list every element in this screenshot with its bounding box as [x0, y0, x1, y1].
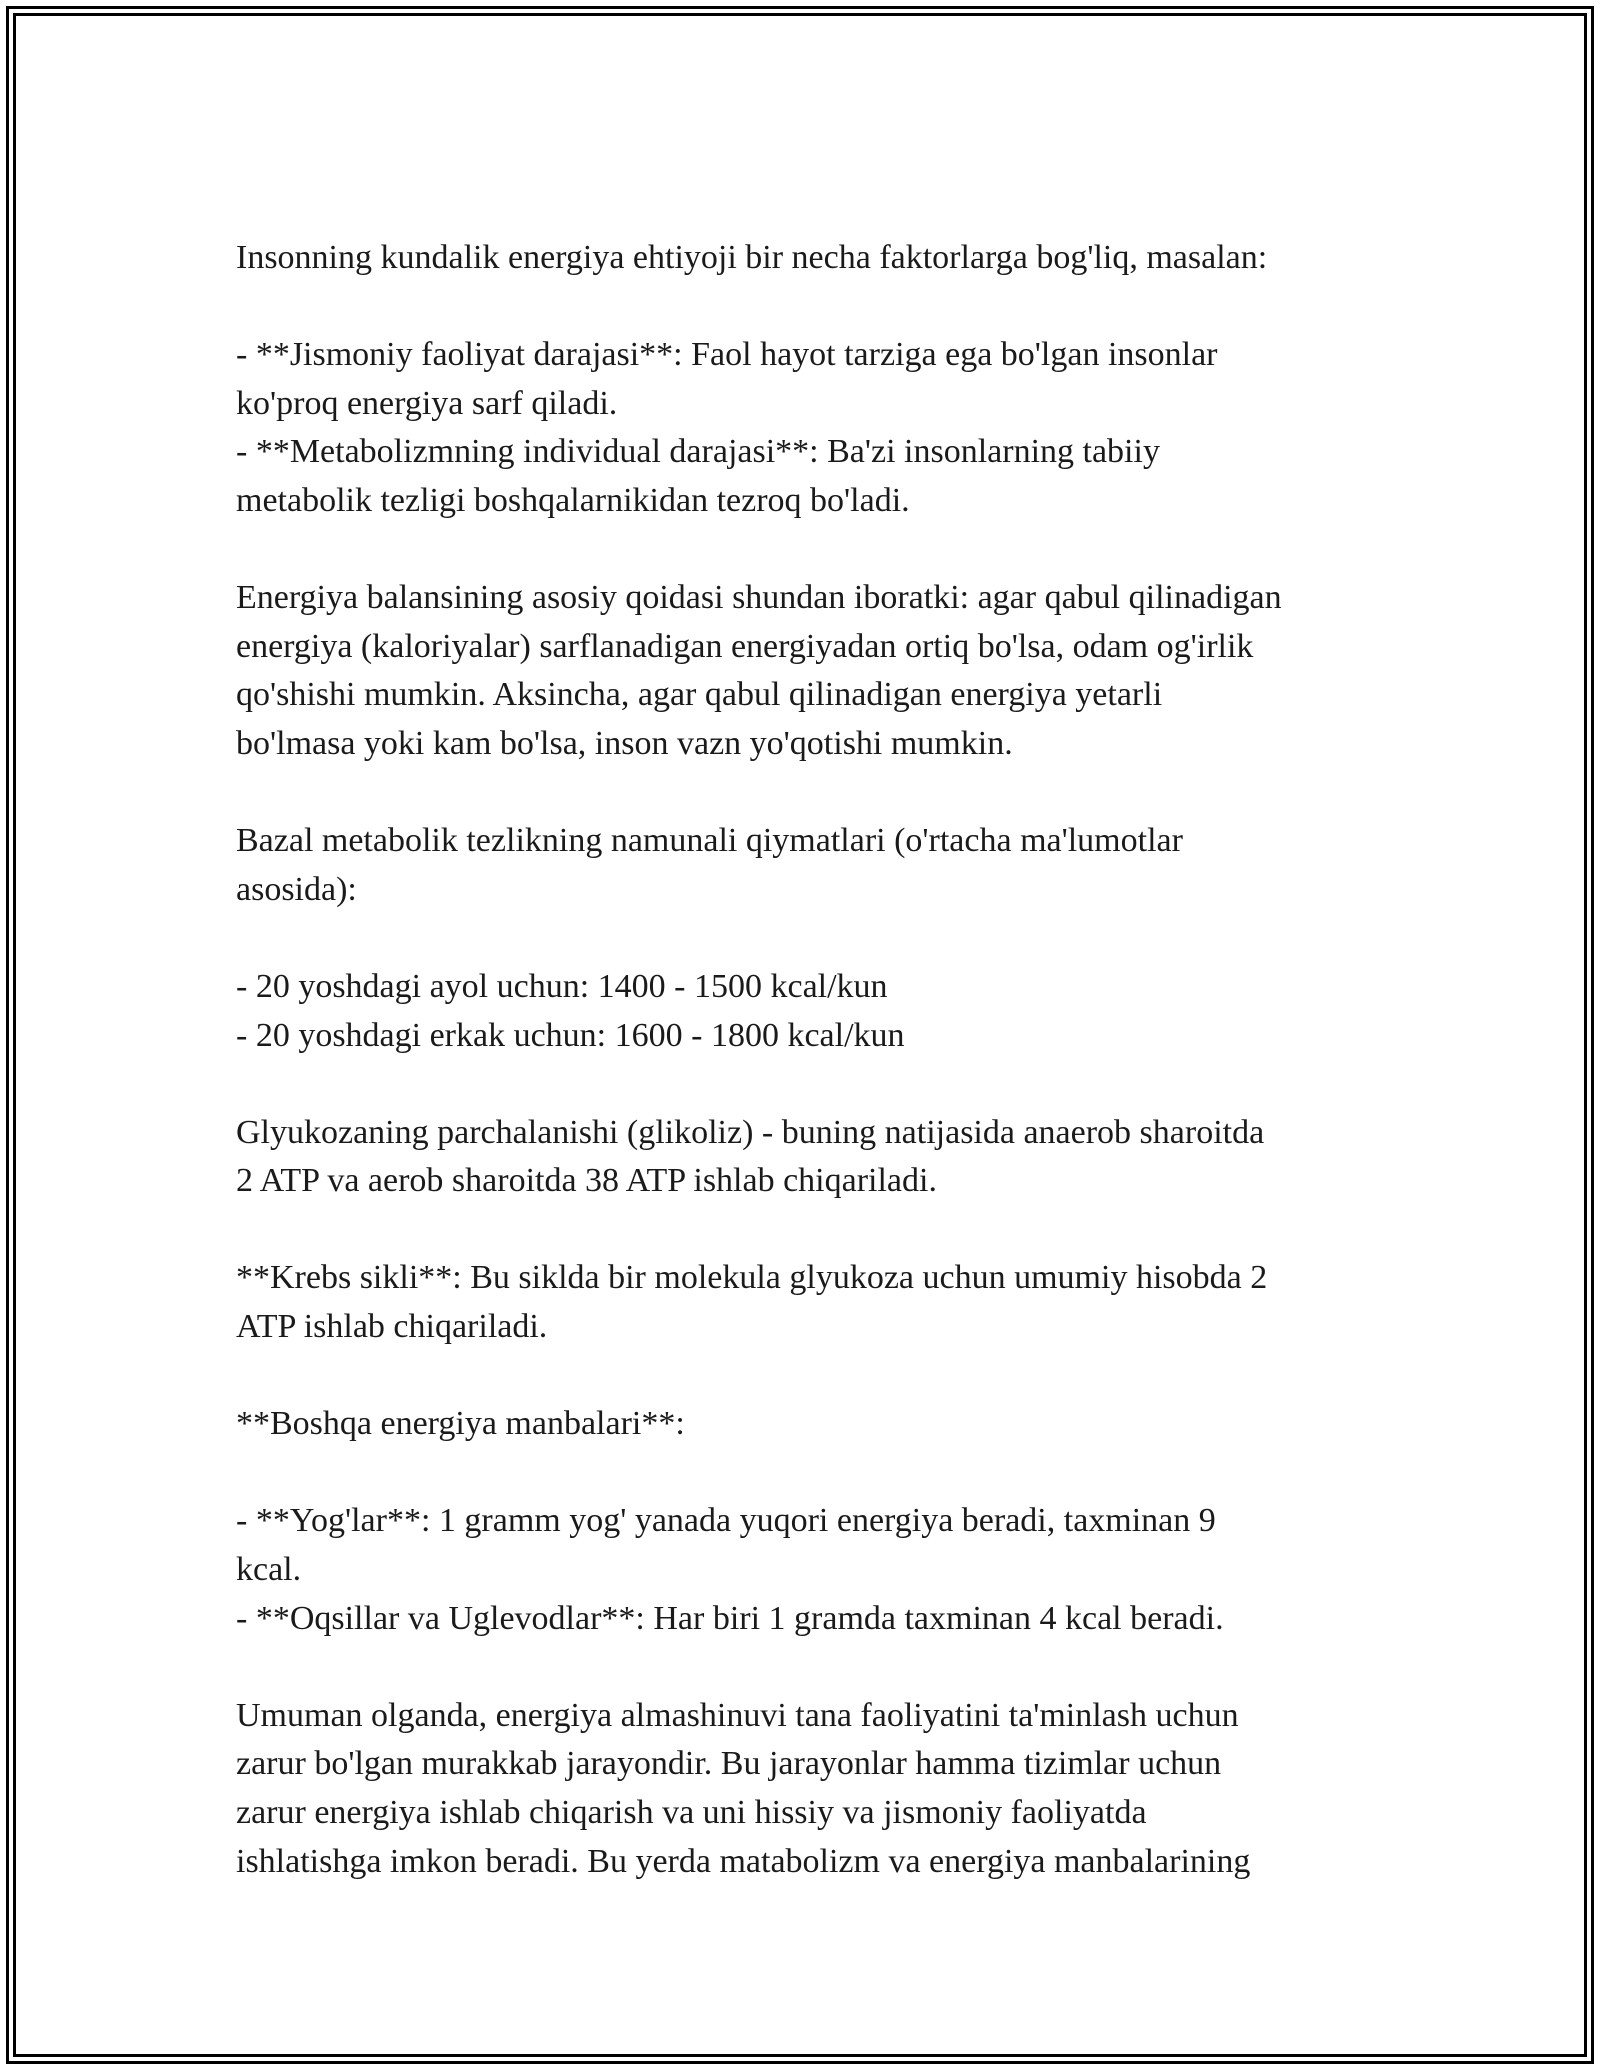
text-line: kcal. — [236, 1551, 302, 1589]
text-line: qo'shishi mumkin. Aksincha, agar qabul qilinadigan energiya yetarli — [236, 676, 1163, 714]
text-line: ishlatishga imkon beradi. Bu yerda matabolizm va energiya manbalarining — [236, 1842, 1251, 1880]
text-line: Energiya balansining asosiy qoidasi shundan iboratki: agar qabul qilinadigan — [236, 579, 1282, 617]
text-line: ATP ishlab chiqariladi. — [236, 1308, 548, 1346]
text-line: ko'proq energiya sarf qiladi. — [236, 384, 618, 422]
document-body — [236, 234, 1386, 1886]
text-line: zarur energiya ishlab chiqarish va uni hissiy va jismoniy faoliyatda — [236, 1794, 1147, 1831]
text-line: zarur bo'lgan murakkab jarayondir. Bu jarayonlar hamma tizimlar uchun — [236, 1745, 1222, 1783]
blank-line — [236, 1060, 1386, 1109]
text-line: - 20 yoshdagi ayol uchun: 1400 - 1500 kcal/kun — [236, 967, 888, 1005]
text-line: Insonning kundalik energiya ehtiyoji bir necha faktorlarga bog'liq, masalan: — [236, 239, 1268, 276]
blank-line — [236, 526, 1386, 575]
blank-line — [236, 1352, 1386, 1401]
text-line: energiya (kaloriyalar) sarflanadigan energiyadan ortiq bo'lsa, odam og'irlik — [236, 627, 1254, 665]
text-line: Glyukozaning parchalanishi (glikoliz) - buning natijasida anaerob sharoitda — [236, 1113, 1265, 1151]
text-line: - **Jismoniy faoliyat darajasi**: Faol hayot tarziga ega bo'lgan insonlar — [236, 336, 1218, 374]
blank-line — [236, 283, 1386, 332]
text-line: 2 ATP va aerob sharoitda 38 ATP ishlab chiqariladi. — [236, 1162, 937, 1200]
text-line: bo'lmasa yoki kam bo'lsa, inson vazn yo'qotishi mumkin. — [236, 724, 1013, 762]
text-line: - **Oqsillar va Uglevodlar**: Har biri 1 gramda taxminan 4 kcal beradi. — [236, 1599, 1224, 1637]
text-line: - **Metabolizmning individual darajasi**: Ba'zi insonlarning tabiiy — [236, 433, 1160, 471]
text-line: Bazal metabolik tezlikning namunali qiymatlari (o'rtacha ma'lumotlar — [236, 822, 1183, 860]
text-line: **Boshqa energiya manbalari**: — [236, 1405, 685, 1443]
text-line: - 20 yoshdagi erkak uchun: 1600 - 1800 kcal/kun — [236, 1016, 905, 1054]
text-line: Umuman olganda, energiya almashinuvi tana faoliyatini ta'minlash uchun — [236, 1696, 1239, 1734]
text-line: - **Yog'lar**: 1 gramm yog' yanada yuqori energiya beradi, taxminan 9 — [236, 1502, 1216, 1540]
blank-line — [236, 769, 1386, 818]
blank-line — [236, 1449, 1386, 1498]
text-line: asosida): — [236, 870, 357, 908]
text-line: metabolik tezligi boshqalarnikidan tezroq bo'ladi. — [236, 481, 910, 519]
text-line: **Krebs sikli**: Bu siklda bir molekula glyukoza uchun umumiy hisobda 2 — [236, 1259, 1268, 1297]
blank-line — [236, 1206, 1386, 1255]
blank-line — [236, 914, 1386, 963]
blank-line — [236, 1643, 1386, 1692]
